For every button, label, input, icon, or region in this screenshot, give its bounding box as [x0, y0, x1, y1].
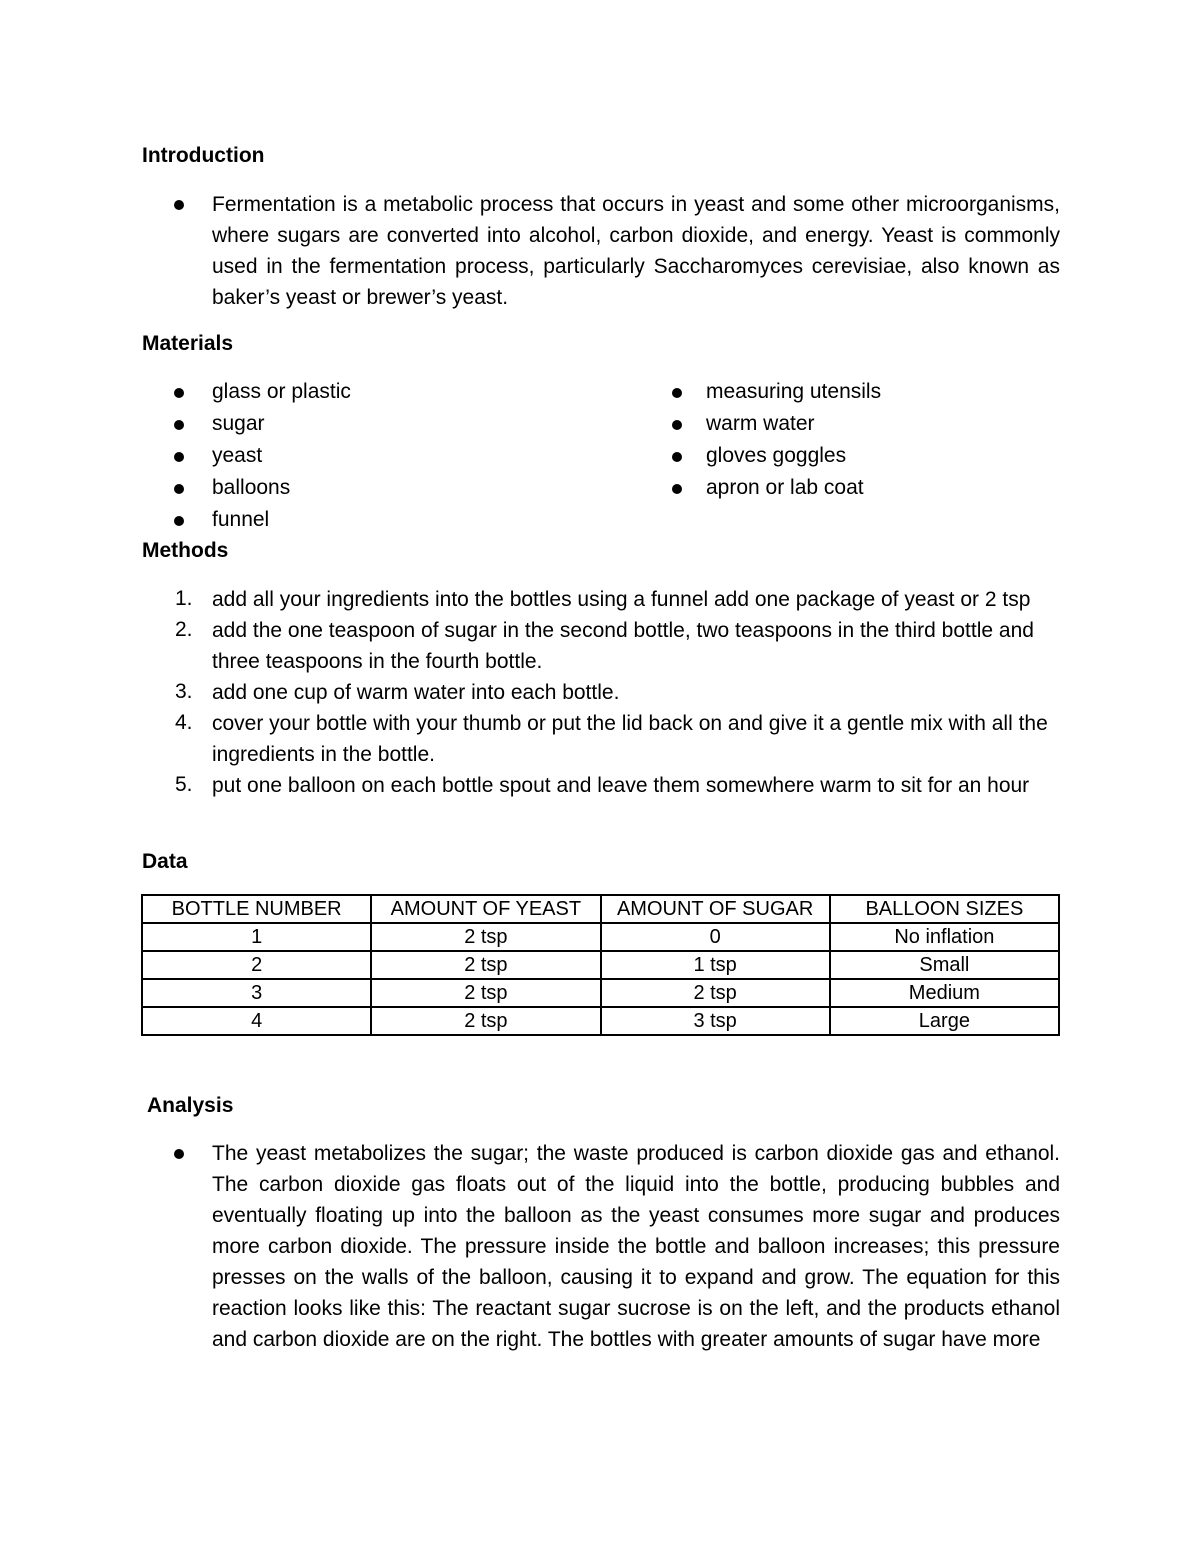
table-cell: No inflation — [830, 923, 1059, 951]
method-step: put one balloon on each bottle spout and leave them somewhere warm to sit for an hour — [212, 774, 1030, 797]
bullet-icon — [672, 484, 682, 494]
table-cell: 0 — [601, 923, 830, 951]
bullet-icon — [174, 516, 184, 526]
table-cell: 1 tsp — [601, 951, 830, 979]
bullet-icon — [174, 420, 184, 430]
table-cell: Large — [830, 1007, 1059, 1035]
column-header: AMOUNT OF YEAST — [371, 895, 600, 923]
bullet-icon — [174, 388, 184, 398]
material-item: glass or plastic — [212, 380, 351, 403]
material-item: warm water — [706, 412, 815, 435]
data-table — [141, 894, 1060, 1036]
analysis-paragraph: The yeast metabolizes the sugar; the waste produced is carbon dioxide gas and ethanol. The carbon dioxide gas floats out of the liquid into the bottle, producing bubbles and eventually floating up into the balloon as the yeast consumes more sugar and produces more carbon dioxide. The pressure inside the bottle and balloon increases; this pressure presses on the walls of the balloon, causing it to expand and grow. The equation for this reaction looks like this: The reactant sugar sucrose is on the left, and the products ethanol and carbon dioxide are on the right. The bottles with greater amounts of sugar have more — [212, 1142, 1060, 1351]
column-header: AMOUNT OF SUGAR — [601, 895, 830, 923]
material-item: measuring utensils — [706, 380, 882, 403]
table-cell: 3 tsp — [601, 1007, 830, 1035]
table-cell: 2 tsp — [371, 1007, 600, 1035]
table-row — [142, 951, 1059, 979]
table-cell: 2 tsp — [371, 979, 600, 1007]
table-cell: Medium — [830, 979, 1059, 1007]
introduction-paragraph: Fermentation is a metabolic process that occurs in yeast and some other microorganisms, where sugars are converted into alcohol, carbon dioxide, and energy. Yeast is commonly used in the fermentation process, particularly Saccharomyces cerevisiae, also known as baker’s yeast or brewer’s yeast. — [212, 193, 1060, 309]
step-number: 2. — [175, 618, 193, 641]
bullet-icon — [672, 452, 682, 462]
table-cell: 2 tsp — [371, 951, 600, 979]
material-item: apron or lab coat — [706, 476, 864, 499]
step-number: 5. — [175, 773, 193, 796]
bullet-icon — [174, 484, 184, 494]
table-cell: 4 — [142, 1007, 371, 1035]
bullet-icon — [672, 420, 682, 430]
analysis-heading: Analysis — [147, 1094, 234, 1117]
method-step: add all your ingredients into the bottles using a funnel add one package of yeast or 2 tsp — [212, 588, 1031, 611]
column-header: BALLOON SIZES — [830, 895, 1059, 923]
table-cell: 1 — [142, 923, 371, 951]
table-cell: 2 — [142, 951, 371, 979]
table-cell: 3 — [142, 979, 371, 1007]
table-cell: 2 tsp — [601, 979, 830, 1007]
step-number: 3. — [175, 680, 193, 703]
column-header: BOTTLE NUMBER — [142, 895, 371, 923]
introduction-heading: Introduction — [142, 144, 265, 167]
table-cell: 2 tsp — [371, 923, 600, 951]
material-item: funnel — [212, 508, 270, 531]
table-row — [142, 923, 1059, 951]
step-number: 1. — [175, 587, 193, 610]
materials-heading: Materials — [142, 332, 234, 355]
methods-heading: Methods — [142, 539, 229, 562]
bullet-icon — [174, 452, 184, 462]
material-item: sugar — [212, 412, 265, 435]
bullet-icon — [174, 1149, 184, 1159]
table-cell: Small — [830, 951, 1059, 979]
bullet-icon — [174, 200, 184, 210]
table-row — [142, 1007, 1059, 1035]
table-row — [142, 979, 1059, 1007]
table-header-row — [142, 895, 1059, 923]
step-number: 4. — [175, 711, 193, 734]
bullet-icon — [672, 388, 682, 398]
material-item: gloves goggles — [706, 444, 847, 467]
method-step: add the one teaspoon of sugar in the second bottle, two teaspoons in the third bottle and three teaspoons in the fourth bottle. — [212, 619, 1034, 673]
method-step: add one cup of warm water into each bottle. — [212, 681, 620, 704]
material-item: balloons — [212, 476, 291, 499]
method-step: cover your bottle with your thumb or put the lid back on and give it a gentle mix with all the ingredients in the bottle. — [212, 712, 1048, 766]
data-heading: Data — [142, 850, 188, 873]
material-item: yeast — [212, 444, 263, 467]
